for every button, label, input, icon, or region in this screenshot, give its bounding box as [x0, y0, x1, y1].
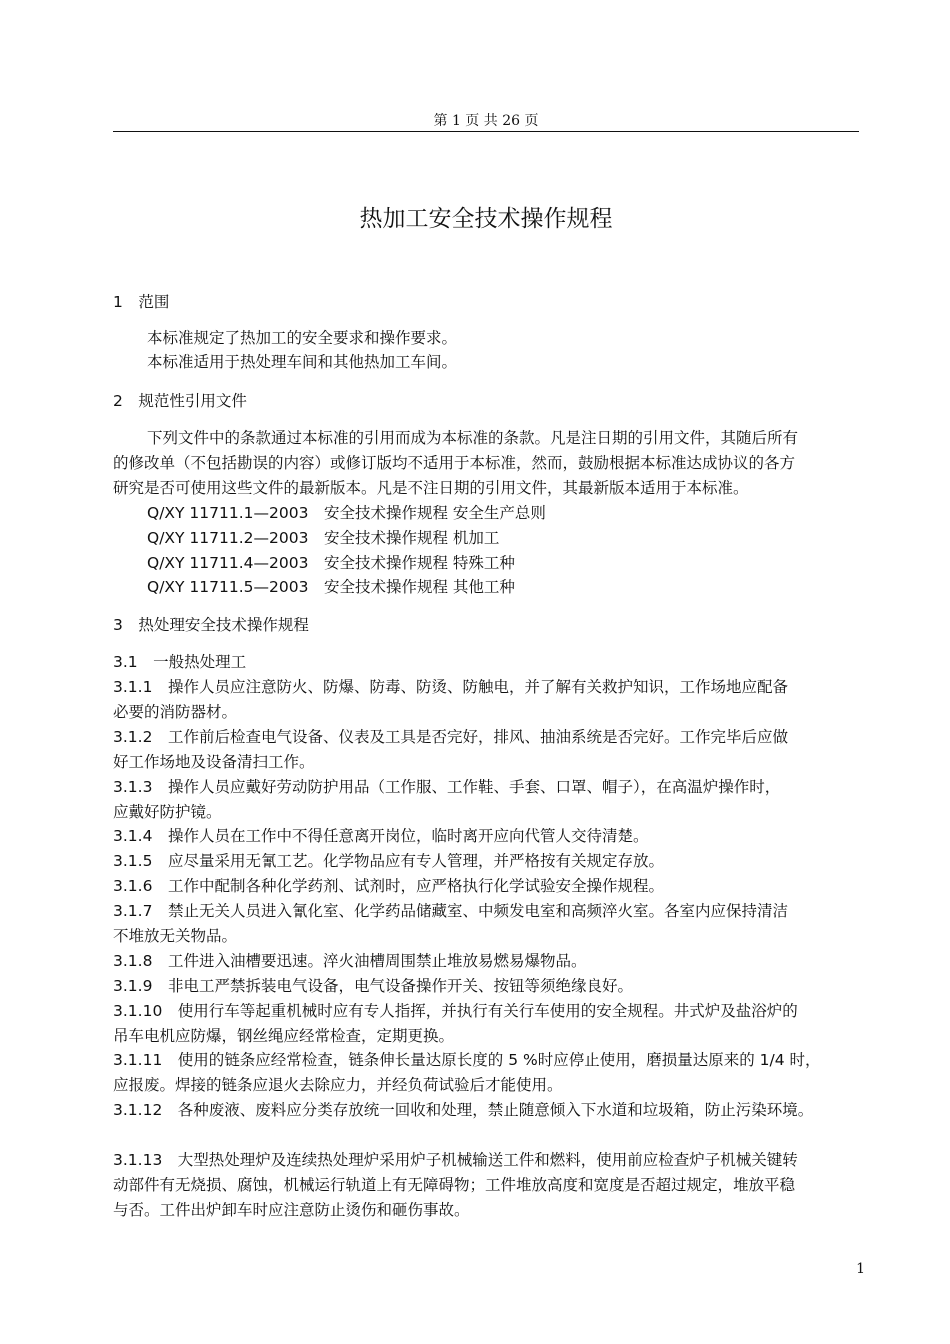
reference-item: Q/XY 11711.1—2003 安全技术操作规程 安全生产总则	[147, 504, 546, 522]
clause-3-1-13: 与否。工件出炉卸车时应注意防止烫伤和砸伤事故。	[113, 1201, 470, 1219]
section-2-paragraph: 的修改单（不包括勘误的内容）或修订版均不适用于本标准，然而，鼓励根据本标准达成协议的各方	[113, 454, 796, 472]
clause-3-1-1: 3.1.1 操作人员应注意防火、防爆、防毒、防烫、防触电，并了解有关救护知识，工作场地应配备	[113, 678, 788, 696]
clause-3-1-9: 3.1.9 非电工严禁拆装电气设备，电气设备操作开关、按钮等须绝缘良好。	[113, 977, 633, 995]
clause-3-1-11: 3.1.11 使用的链条应经常检查，链条伸长量达原长度的 5 %时应停止使用，磨损量达原来的 1/4 时，	[113, 1051, 821, 1069]
section-2-paragraph: 研究是否可使用这些文件的最新版本。凡是不注日期的引用文件，其最新版本适用于本标准。	[113, 479, 749, 497]
reference-item: Q/XY 11711.2—2003 安全技术操作规程 机加工	[147, 529, 500, 547]
clause-3-1-3: 应戴好防护镜。	[113, 803, 222, 821]
clause-3-1-2: 3.1.2 工作前后检查电气设备、仪表及工具是否完好，排风、抽油系统是否完好。工作完毕后应做	[113, 728, 788, 746]
section-3-1-heading: 3.1 一般热处理工	[113, 653, 247, 671]
clause-3-1-10: 吊车电机应防爆，钢丝绳应经常检查，定期更换。	[113, 1027, 455, 1045]
section-2-heading: 2 规范性引用文件	[113, 392, 247, 410]
clause-3-1-12: 3.1.12 各种废液、废料应分类存放统一回收和处理，禁止随意倾入下水道和垃圾箱，防止污染环境。	[113, 1101, 814, 1119]
section-1-paragraph: 本标准适用于热处理车间和其他热加工车间。	[147, 353, 458, 371]
reference-item: Q/XY 11711.4—2003 安全技术操作规程 特殊工种	[147, 554, 515, 572]
clause-3-1-3: 3.1.3 操作人员应戴好劳动防护用品（工作服、工作鞋、手套、口罩、帽子），在高温炉操作时，	[113, 778, 781, 796]
clause-3-1-5: 3.1.5 应尽量采用无氰工艺。化学物品应有专人管理，并严格按有关规定存放。	[113, 852, 664, 870]
clause-3-1-7: 不堆放无关物品。	[113, 927, 238, 945]
page-header: 第 1 页 共 26 页	[433, 113, 539, 129]
section-1-paragraph: 本标准规定了热加工的安全要求和操作要求。	[147, 329, 458, 347]
clause-3-1-6: 3.1.6 工作中配制各种化学药剂、试剂时，应严格执行化学试验安全操作规程。	[113, 877, 664, 895]
page-number: 1	[856, 1261, 865, 1277]
clause-3-1-13: 动部件有无烧损、腐蚀，机械运行轨道上有无障碍物；工件堆放高度和宽度是否超过规定，堆放平稳	[113, 1176, 796, 1194]
clause-3-1-11: 应报废。焊接的链条应退火去除应力，并经负荷试验后才能使用。	[113, 1076, 563, 1094]
document-title: 热加工安全技术操作规程	[359, 206, 613, 232]
header-divider	[113, 131, 859, 132]
clause-3-1-1: 必要的消防器材。	[113, 703, 238, 721]
section-2-paragraph: 下列文件中的条款通过本标准的引用而成为本标准的条款。凡是注日期的引用文件，其随后所有	[147, 429, 799, 447]
clause-3-1-2: 好工作场地及设备清扫工作。	[113, 753, 315, 771]
section-1-heading: 1 范围	[113, 293, 170, 311]
section-3-heading: 3 热处理安全技术操作规程	[113, 616, 309, 634]
clause-3-1-13: 3.1.13 大型热处理炉及连续热处理炉采用炉子机械输送工件和燃料，使用前应检查炉子机械关键转	[113, 1151, 798, 1169]
clause-3-1-8: 3.1.8 工件进入油槽要迅速。淬火油槽周围禁止堆放易燃易爆物品。	[113, 952, 587, 970]
reference-item: Q/XY 11711.5—2003 安全技术操作规程 其他工种	[147, 578, 515, 596]
clause-3-1-7: 3.1.7 禁止无关人员进入氰化室、化学药品储藏室、中频发电室和高频淬火室。各室内应保持清洁	[113, 902, 788, 920]
clause-3-1-4: 3.1.4 操作人员在工作中不得任意离开岗位，临时离开应向代管人交待清楚。	[113, 827, 649, 845]
clause-3-1-10: 3.1.10 使用行车等起重机械时应有专人指挥，并执行有关行车使用的安全规程。井式炉及盐浴炉的	[113, 1002, 798, 1020]
